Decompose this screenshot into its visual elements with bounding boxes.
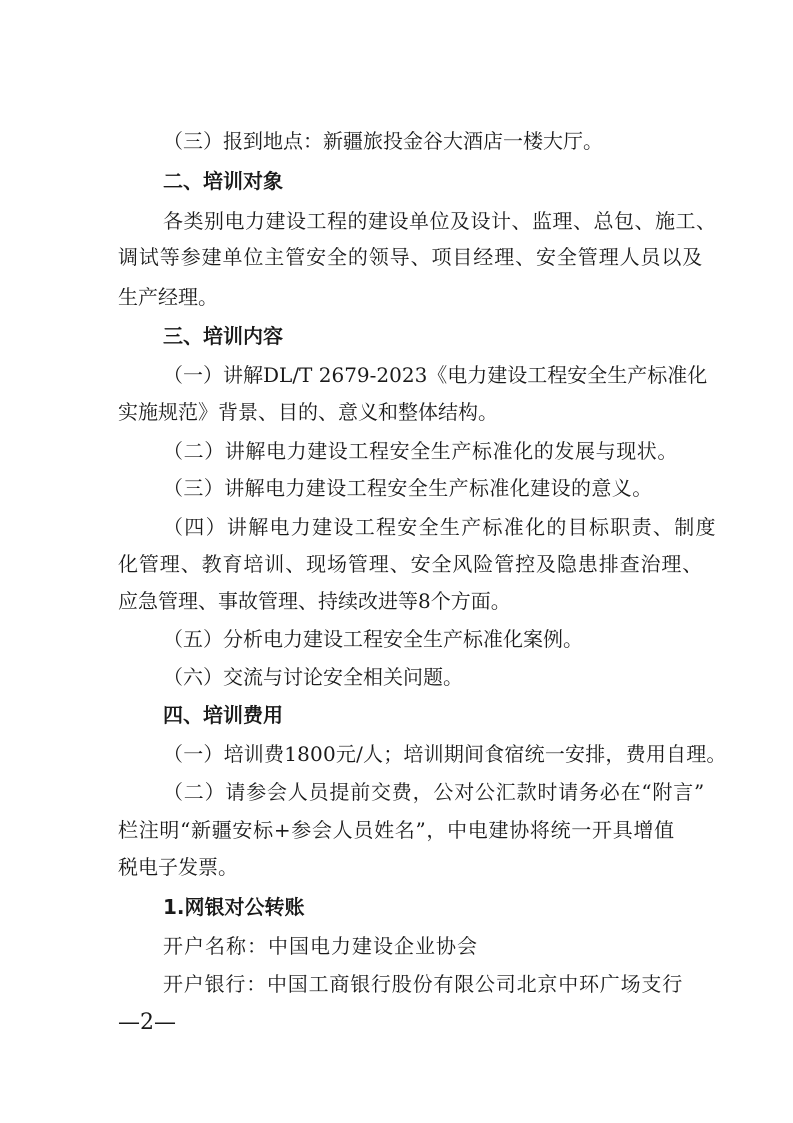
body-line: 应急管理、事故管理、持续改进等8个方面。 — [118, 589, 511, 613]
section-heading: 三、培训内容 — [163, 324, 283, 348]
body-line: （四）讲解电力建设工程安全生产标准化的目标职责、制度 — [163, 515, 717, 539]
body-line: 实施规范》背景、目的、意义和整体结构。 — [118, 400, 498, 424]
page-number: —2— — [118, 1010, 176, 1035]
body-line: （五）分析电力建设工程安全生产标准化案例。 — [163, 627, 583, 651]
body-line: （三）报到地点：新疆旅投金谷大酒店一楼大厅。 — [163, 129, 603, 153]
body-line: 栏注明“新疆安标+参会人员姓名”，中电建协将统一开具增值 — [118, 818, 675, 842]
body-line: （一）讲解DL/T 2679-2023《电力建设工程安全生产标准化 — [163, 363, 708, 387]
body-line: （二）讲解电力建设工程安全生产标准化的发展与现状。 — [163, 439, 678, 463]
section-heading: 1.网银对公转账 — [163, 895, 305, 919]
body-line: （二）请参会人员提前交费，公对公汇款时请务必在“附言” — [163, 780, 706, 804]
section-heading: 二、培训对象 — [163, 169, 283, 193]
body-line: 各类别电力建设工程的建设单位及设计、监理、总包、施工、 — [163, 209, 717, 233]
body-line: （六）交流与讨论安全相关问题。 — [163, 665, 463, 689]
body-line: 税电子发票。 — [118, 855, 238, 879]
body-line: 调试等参建单位主管安全的领导、项目经理、安全管理人员以及 — [118, 245, 704, 269]
body-line: 开户银行：中国工商银行股份有限公司北京中环广场支行 — [163, 972, 683, 996]
body-line: 开户名称：中国电力建设企业协会 — [163, 934, 478, 958]
body-line: （三）讲解电力建设工程安全生产标准化建设的意义。 — [163, 476, 653, 500]
section-heading: 四、培训费用 — [163, 703, 283, 727]
body-line: 生产经理。 — [118, 285, 218, 309]
body-line: （一）培训费1800元/人；培训期间食宿统一安排，费用自理。 — [163, 742, 727, 766]
body-line: 化管理、教育培训、现场管理、安全风险管控及隐患排查治理、 — [118, 552, 704, 576]
